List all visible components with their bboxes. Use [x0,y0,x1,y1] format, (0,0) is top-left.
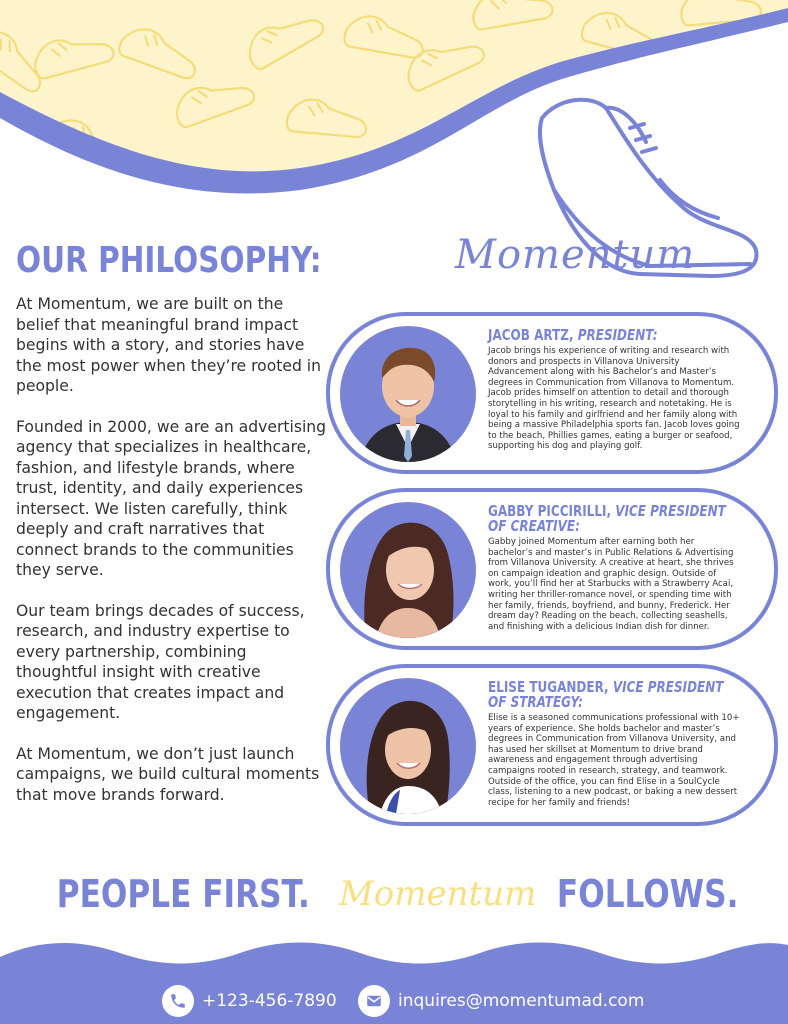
elise-title [488,680,740,710]
member-role: VICE PRESIDENT OF STRATEGY: [488,678,724,711]
philosophy-paragraph: Founded in 2000, we are an advertising agency that specializes in healthcare, fashion, and lifestyle brands, where trust, identity, and daily experiences intersect. We listen carefully, think deeply and craft narratives that connect brands to the communities they serve. [16,417,327,579]
philosophy-paragraph: At Momentum, we don’t just launch campaigns, we build cultural moments that move brands forward. [16,744,320,804]
momentum-logo-text: Momentum [455,232,696,278]
team-card-gabby [326,488,778,650]
philosophy-text [16,294,328,825]
gabby-bio: Gabby joined Momentum after earning both her bachelor’s and master’s in Public Relations & Advertising from Villanova University. A creative at heart, she thrives on campaign ideation and graphic design. Outside of work, you’ll find her at Starbucks with a Strawberry Acai, writing her thriller-romance novel, or spending time with her family, friends, boyfriend, and bunny, Frederick. Her dream day? Reading on the beach, collecting seashells, and finishing with a delicious Indian dish for dinner. [488,537,734,632]
member-name: GABBY PICCIRILLI, [488,502,611,520]
elise-photo [340,678,476,814]
member-role: VICE PRESIDENT OF CREATIVE: [488,502,726,535]
tagline [0,872,788,916]
email-text: inquires@momentumad.com [398,991,645,1011]
philosophy-heading: OUR PHILOSOPHY: [16,240,322,281]
phone-text: +123-456-7890 [202,991,337,1011]
team-card-jacob [326,312,778,474]
email-contact[interactable] [358,983,644,1019]
tagline-part1: PEOPLE FIRST. [56,872,311,916]
member-name: JACOB ARTZ, [488,326,574,344]
jacob-bio: Jacob brings his experience of writing and research with donors and prospects in Villanova University Advancement along with his Bachelor’s and Master’s degrees in Communication from Villanova to Momentum. Jacob prides himself on attention to detail and thorough storytelling in his writing, research and notetaking. He is loyal to his family and girlfriend and her family along with being a massive Philadelphia sports fan. Jacob loves going to the beach, Phillies games, eating a burger or seafood, supporting his dog and playing golf. [488,346,740,452]
member-name: ELISE TUGANDER, [488,678,609,696]
gabby-title [488,504,740,534]
philosophy-paragraph: Our team brings decades of success, research, and industry expertise to every partnership, combining thoughtful insight with creative execution that creates impact and engagement. [16,601,305,722]
tagline-part2: FOLLOWS. [557,872,739,916]
phone-contact[interactable] [162,983,337,1019]
phone-icon [162,985,194,1017]
email-icon [358,985,390,1017]
tagline-script: Momentum [338,874,537,914]
jacob-title [488,328,740,343]
philosophy-paragraph: At Momentum, we are built on the belief that meaningful brand impact begins with a story, and stories have the most power when they’re rooted in people. [16,295,322,395]
team-card-elise [326,664,778,826]
gabby-photo [340,502,476,638]
elise-bio: Elise is a seasoned communications professional with 10+ years of experience. She holds bachelor and master’s degrees in Communication from Villanova University, and has used her skillset at Momentum to drive brand awareness and engagement through advertising campaigns rooted in research, strategy, and teamwork. Outside of the office, you can find Elise in a SoulCycle class, listening to a new podcast, or baking a new dessert recipe for her family and friends! [488,713,740,808]
member-role: PRESIDENT: [577,326,658,344]
jacob-photo [340,326,476,462]
